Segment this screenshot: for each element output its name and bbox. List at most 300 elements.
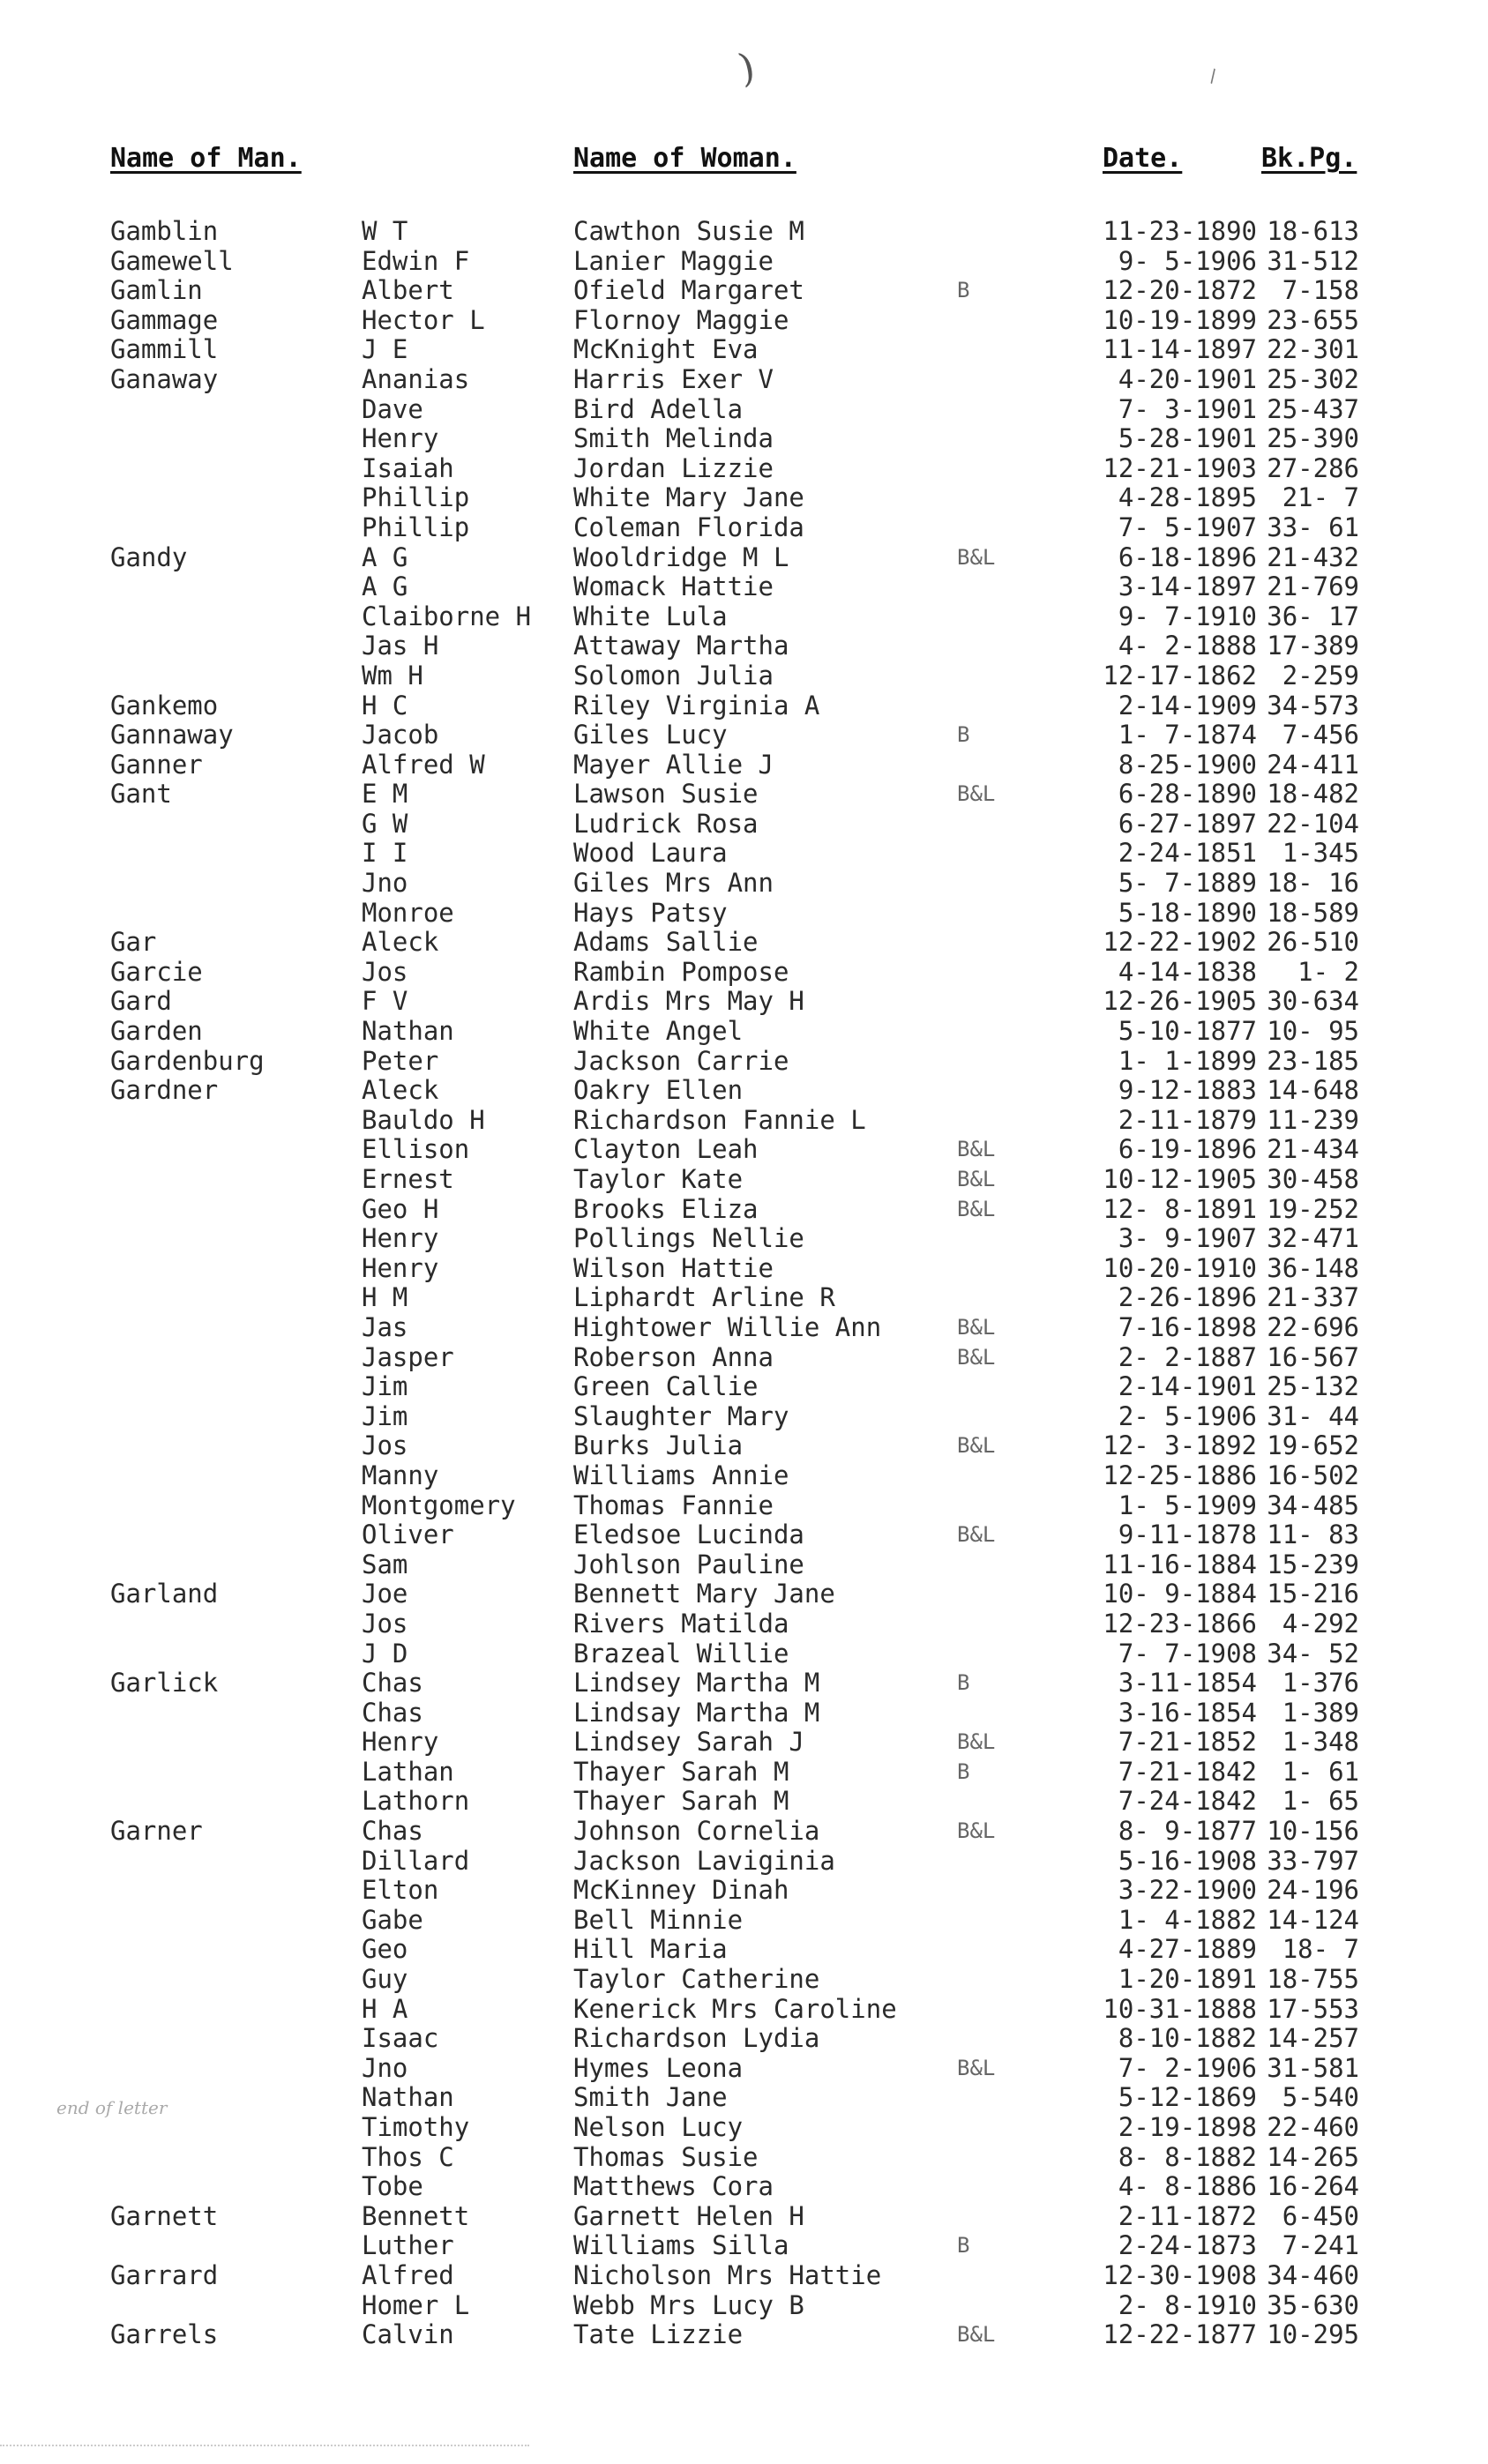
woman-name: Jordan Lizzie bbox=[573, 453, 774, 483]
woman-name: Ofield Margaret bbox=[573, 276, 804, 306]
woman-name: Roberson Anna bbox=[573, 1342, 774, 1372]
book-page: 31-512 bbox=[1267, 246, 1359, 276]
record-row bbox=[0, 543, 1488, 573]
record-row bbox=[0, 1491, 1488, 1521]
record-row bbox=[0, 1995, 1488, 2025]
woman-name: Brooks Eliza bbox=[573, 1194, 759, 1224]
marriage-date: 12-21-1903 bbox=[1103, 453, 1257, 483]
man-surname: Garrard bbox=[110, 2260, 219, 2290]
marriage-date: 8- 8-1882 bbox=[1118, 2142, 1257, 2172]
record-row bbox=[0, 276, 1488, 306]
book-page: 22-696 bbox=[1267, 1312, 1359, 1342]
woman-name: Eledsoe Lucinda bbox=[573, 1520, 804, 1550]
woman-name: Lanier Maggie bbox=[573, 246, 774, 276]
marriage-date: 7- 7-1908 bbox=[1118, 1639, 1257, 1669]
man-given-name: Geo bbox=[362, 1935, 408, 1965]
marriage-date: 4-20-1901 bbox=[1118, 364, 1257, 394]
woman-name: Garnett Helen H bbox=[573, 2201, 804, 2231]
book-page: 25-132 bbox=[1267, 1372, 1359, 1402]
marriage-date: 11-14-1897 bbox=[1103, 335, 1257, 365]
marriage-date: 11-16-1884 bbox=[1103, 1549, 1257, 1579]
marriage-date: 5-28-1901 bbox=[1118, 424, 1257, 454]
man-given-name: Homer L bbox=[362, 2290, 470, 2320]
man-given-name: Monroe bbox=[362, 898, 454, 928]
man-given-name: Jos bbox=[362, 957, 408, 987]
record-row bbox=[0, 2083, 1488, 2113]
man-given-name: Ellison bbox=[362, 1135, 470, 1165]
record-row bbox=[0, 1106, 1488, 1136]
woman-name: Thomas Fannie bbox=[573, 1490, 774, 1520]
book-page: 35-630 bbox=[1267, 2290, 1359, 2320]
record-row bbox=[0, 2024, 1488, 2054]
woman-name: Clayton Leah bbox=[573, 1135, 759, 1165]
marriage-date: 3-11-1854 bbox=[1118, 1669, 1257, 1699]
corner-mark: ∖ bbox=[1201, 63, 1223, 88]
book-page: 18-589 bbox=[1267, 898, 1359, 928]
book-page: 10-156 bbox=[1267, 1817, 1359, 1847]
book-page: 1- 61 bbox=[1282, 1757, 1359, 1787]
record-row bbox=[0, 1135, 1488, 1165]
record-code: B&L bbox=[957, 2055, 996, 2080]
book-page: 6-450 bbox=[1282, 2201, 1359, 2231]
record-code: B&L bbox=[957, 2322, 996, 2348]
record-row bbox=[0, 454, 1488, 484]
woman-name: Wooldridge M L bbox=[573, 542, 789, 572]
woman-name: Mayer Allie J bbox=[573, 750, 774, 780]
marriage-date: 5-16-1908 bbox=[1118, 1846, 1257, 1876]
man-given-name: Bauldo H bbox=[362, 1105, 485, 1135]
man-given-name: Henry bbox=[362, 424, 439, 454]
record-row bbox=[0, 1402, 1488, 1432]
woman-name: Wood Laura bbox=[573, 839, 728, 869]
man-given-name: Chas bbox=[362, 1817, 423, 1847]
book-page: 27-286 bbox=[1267, 453, 1359, 483]
woman-name: Johnson Cornelia bbox=[573, 1817, 820, 1847]
marriage-date: 6-19-1896 bbox=[1118, 1135, 1257, 1165]
book-page: 11- 83 bbox=[1267, 1520, 1359, 1550]
header-name-of-man: Name of Man. bbox=[110, 143, 302, 174]
book-page: 31-581 bbox=[1267, 2053, 1359, 2083]
book-page: 10- 95 bbox=[1267, 1017, 1359, 1047]
book-page: 25-390 bbox=[1267, 424, 1359, 454]
man-given-name: A G bbox=[362, 572, 408, 602]
header-book-page: Bk.Pg. bbox=[1261, 143, 1357, 174]
book-page: 34-485 bbox=[1267, 1490, 1359, 1520]
marriage-date: 10-31-1888 bbox=[1103, 1994, 1257, 2024]
marriage-date: 4-27-1889 bbox=[1118, 1935, 1257, 1965]
man-given-name: Joe bbox=[362, 1579, 408, 1609]
record-code: B&L bbox=[957, 1818, 996, 1844]
marriage-date: 12-23-1866 bbox=[1103, 1609, 1257, 1639]
book-page: 22-301 bbox=[1267, 335, 1359, 365]
record-row bbox=[0, 1224, 1488, 1254]
record-row bbox=[0, 1017, 1488, 1047]
book-page: 25-302 bbox=[1267, 364, 1359, 394]
man-given-name: Jas H bbox=[362, 631, 439, 661]
record-row bbox=[0, 1431, 1488, 1461]
marriage-date: 2-24-1851 bbox=[1118, 839, 1257, 869]
man-given-name: Henry bbox=[362, 1728, 439, 1758]
record-code: B&L bbox=[957, 1314, 996, 1340]
woman-name: Smith Melinda bbox=[573, 424, 774, 454]
man-given-name: Ananias bbox=[362, 364, 470, 394]
marriage-date: 10-12-1905 bbox=[1103, 1165, 1257, 1194]
woman-name: Williams Silla bbox=[573, 2231, 789, 2261]
woman-name: Cawthon Susie M bbox=[573, 217, 804, 246]
record-row bbox=[0, 424, 1488, 454]
woman-name: Adams Sallie bbox=[573, 928, 759, 958]
man-given-name: G W bbox=[362, 809, 408, 839]
man-given-name: Lathorn bbox=[362, 1787, 470, 1817]
woman-name: Giles Mrs Ann bbox=[573, 869, 774, 899]
record-row bbox=[0, 2143, 1488, 2173]
man-given-name: Oliver bbox=[362, 1520, 454, 1550]
book-page: 33-797 bbox=[1267, 1846, 1359, 1876]
record-code: B&L bbox=[957, 1137, 996, 1162]
woman-name: Hymes Leona bbox=[573, 2053, 744, 2083]
man-surname: Gard bbox=[110, 987, 172, 1017]
woman-name: Taylor Kate bbox=[573, 1165, 744, 1194]
woman-name: Richardson Lydia bbox=[573, 2024, 820, 2054]
book-page: 18- 16 bbox=[1267, 869, 1359, 899]
woman-name: Harris Exer V bbox=[573, 364, 774, 394]
record-row bbox=[0, 1550, 1488, 1580]
marriage-records-list bbox=[0, 217, 1488, 2350]
man-given-name: Nathan bbox=[362, 1017, 454, 1047]
record-code: B&L bbox=[957, 1167, 996, 1191]
book-page: 15-216 bbox=[1267, 1579, 1359, 1609]
record-row bbox=[0, 958, 1488, 988]
man-surname: Garden bbox=[110, 1017, 203, 1047]
book-page: 18-613 bbox=[1267, 217, 1359, 246]
man-given-name: Nathan bbox=[362, 2083, 454, 2113]
book-page: 19-252 bbox=[1267, 1194, 1359, 1224]
woman-name: Hill Maria bbox=[573, 1935, 728, 1965]
marriage-date: 2-19-1898 bbox=[1118, 2113, 1257, 2142]
book-page: 21-432 bbox=[1267, 542, 1359, 572]
marriage-date: 12-30-1908 bbox=[1103, 2260, 1257, 2290]
man-given-name: Calvin bbox=[362, 2320, 454, 2350]
record-row bbox=[0, 721, 1488, 750]
marriage-date: 2-26-1896 bbox=[1118, 1283, 1257, 1313]
marriage-date: 12- 3-1892 bbox=[1103, 1431, 1257, 1461]
man-given-name: Dave bbox=[362, 394, 423, 424]
woman-name: Riley Virginia A bbox=[573, 691, 820, 721]
man-surname: Garlick bbox=[110, 1669, 219, 1699]
marriage-date: 2-11-1879 bbox=[1118, 1105, 1257, 1135]
record-code: B&L bbox=[957, 1729, 996, 1755]
man-given-name: Lathan bbox=[362, 1757, 454, 1787]
woman-name: Bennett Mary Jane bbox=[573, 1579, 835, 1609]
woman-name: Oakry Ellen bbox=[573, 1076, 744, 1106]
man-surname: Gamblin bbox=[110, 217, 219, 246]
man-given-name: Claiborne H bbox=[362, 601, 532, 631]
marriage-date: 3-14-1897 bbox=[1118, 572, 1257, 602]
book-page: 7-456 bbox=[1282, 721, 1359, 750]
record-row bbox=[0, 987, 1488, 1017]
man-surname: Ganaway bbox=[110, 364, 219, 394]
book-page: 36- 17 bbox=[1267, 601, 1359, 631]
record-row bbox=[0, 1847, 1488, 1877]
marriage-date: 3- 9-1907 bbox=[1118, 1224, 1257, 1254]
woman-name: Thayer Sarah M bbox=[573, 1787, 789, 1817]
man-surname: Gardenburg bbox=[110, 1046, 265, 1076]
marriage-date: 10-19-1899 bbox=[1103, 305, 1257, 335]
man-given-name: A G bbox=[362, 542, 408, 572]
marriage-date: 10-20-1910 bbox=[1103, 1253, 1257, 1283]
marriage-date: 2- 8-1910 bbox=[1118, 2290, 1257, 2320]
man-given-name: Luther bbox=[362, 2231, 454, 2261]
marriage-date: 5-10-1877 bbox=[1118, 1017, 1257, 1047]
man-given-name: Jim bbox=[362, 1401, 408, 1431]
record-row bbox=[0, 899, 1488, 929]
marriage-date: 2-14-1909 bbox=[1118, 691, 1257, 721]
man-given-name: H A bbox=[362, 1994, 408, 2024]
record-row bbox=[0, 1935, 1488, 1965]
man-given-name: Thos C bbox=[362, 2142, 454, 2172]
book-page: 1- 2 bbox=[1297, 957, 1359, 987]
record-row bbox=[0, 1699, 1488, 1729]
record-row bbox=[0, 1906, 1488, 1936]
record-code: B&L bbox=[957, 1344, 996, 1370]
woman-name: Tate Lizzie bbox=[573, 2320, 744, 2350]
marriage-date: 4- 8-1886 bbox=[1118, 2172, 1257, 2202]
marriage-date: 6-28-1890 bbox=[1118, 780, 1257, 810]
woman-name: Rambin Pompose bbox=[573, 957, 789, 987]
page-mark: ) bbox=[734, 44, 759, 93]
book-page: 10-295 bbox=[1267, 2320, 1359, 2350]
book-page: 4-292 bbox=[1282, 1609, 1359, 1639]
book-page: 21- 7 bbox=[1282, 483, 1359, 513]
man-given-name: Sam bbox=[362, 1549, 408, 1579]
book-page: 11-239 bbox=[1267, 1105, 1359, 1135]
book-page: 19-652 bbox=[1267, 1431, 1359, 1461]
woman-name: Williams Annie bbox=[573, 1460, 789, 1490]
record-row bbox=[0, 1283, 1488, 1313]
marriage-date: 9-11-1878 bbox=[1118, 1520, 1257, 1550]
man-given-name: Jacob bbox=[362, 721, 439, 750]
marriage-date: 4- 2-1888 bbox=[1118, 631, 1257, 661]
record-code: B&L bbox=[957, 1196, 996, 1221]
record-code: B&L bbox=[957, 544, 996, 570]
marriage-date: 10- 9-1884 bbox=[1103, 1579, 1257, 1609]
record-code: B&L bbox=[957, 1433, 996, 1459]
record-row bbox=[0, 1876, 1488, 1906]
record-code: B bbox=[957, 722, 970, 748]
woman-name: White Angel bbox=[573, 1017, 744, 1047]
woman-name: Lindsey Sarah J bbox=[573, 1728, 804, 1758]
record-row bbox=[0, 691, 1488, 721]
woman-name: Womack Hattie bbox=[573, 572, 774, 602]
book-page: 24-196 bbox=[1267, 1876, 1359, 1906]
record-row bbox=[0, 1817, 1488, 1847]
woman-name: Burks Julia bbox=[573, 1431, 744, 1461]
man-given-name: H M bbox=[362, 1283, 408, 1313]
woman-name: Kenerick Mrs Caroline bbox=[573, 1994, 897, 2024]
book-page: 26-510 bbox=[1267, 928, 1359, 958]
man-given-name: H C bbox=[362, 691, 408, 721]
marriage-date: 1-20-1891 bbox=[1118, 1965, 1257, 1995]
woman-name: Green Callie bbox=[573, 1372, 759, 1402]
book-page: 1-389 bbox=[1282, 1698, 1359, 1728]
book-page: 15-239 bbox=[1267, 1549, 1359, 1579]
man-given-name: Phillip bbox=[362, 512, 470, 542]
man-given-name: Albert bbox=[362, 276, 454, 306]
man-surname: Gamlin bbox=[110, 276, 203, 306]
man-given-name: Timothy bbox=[362, 2113, 470, 2142]
marriage-date: 8-25-1900 bbox=[1118, 750, 1257, 780]
man-given-name: J D bbox=[362, 1639, 408, 1669]
record-row bbox=[0, 2202, 1488, 2232]
margin-note: end of letter bbox=[56, 2097, 168, 2118]
man-given-name: W T bbox=[362, 217, 408, 246]
marriage-date: 5- 7-1889 bbox=[1118, 869, 1257, 899]
book-page: 14-257 bbox=[1267, 2024, 1359, 2054]
man-given-name: Jos bbox=[362, 1609, 408, 1639]
man-given-name: Jas bbox=[362, 1312, 408, 1342]
book-page: 21-769 bbox=[1267, 572, 1359, 602]
man-given-name: Phillip bbox=[362, 483, 470, 513]
marriage-date: 7-24-1842 bbox=[1118, 1787, 1257, 1817]
record-row bbox=[0, 572, 1488, 602]
record-row bbox=[0, 2320, 1488, 2350]
man-given-name: Geo H bbox=[362, 1194, 439, 1224]
woman-name: Jackson Laviginia bbox=[573, 1846, 835, 1876]
book-page: 16-567 bbox=[1267, 1342, 1359, 1372]
man-given-name: Bennett bbox=[362, 2201, 470, 2231]
man-given-name: Chas bbox=[362, 1698, 423, 1728]
book-page: 16-264 bbox=[1267, 2172, 1359, 2202]
woman-name: Bird Adella bbox=[573, 394, 744, 424]
book-page: 5-540 bbox=[1282, 2083, 1359, 2113]
marriage-date: 7- 2-1906 bbox=[1118, 2053, 1257, 2083]
man-given-name: Dillard bbox=[362, 1846, 470, 1876]
woman-name: Taylor Catherine bbox=[573, 1965, 820, 1995]
man-surname: Gannaway bbox=[110, 721, 234, 750]
record-code: B&L bbox=[957, 1522, 996, 1548]
marriage-date: 9- 7-1910 bbox=[1118, 601, 1257, 631]
man-given-name: Wm H bbox=[362, 661, 423, 691]
man-given-name: Henry bbox=[362, 1224, 439, 1254]
man-surname: Garner bbox=[110, 1817, 203, 1847]
record-row bbox=[0, 631, 1488, 661]
marriage-date: 12-22-1902 bbox=[1103, 928, 1257, 958]
marriage-date: 8- 9-1877 bbox=[1118, 1817, 1257, 1847]
marriage-date: 12- 8-1891 bbox=[1103, 1194, 1257, 1224]
marriage-date: 4-14-1838 bbox=[1118, 957, 1257, 987]
man-surname: Garrels bbox=[110, 2320, 219, 2350]
woman-name: Hightower Willie Ann bbox=[573, 1312, 882, 1342]
book-page: 25-437 bbox=[1267, 394, 1359, 424]
woman-name: Lindsay Martha M bbox=[573, 1698, 820, 1728]
book-page: 17-389 bbox=[1267, 631, 1359, 661]
woman-name: Richardson Fannie L bbox=[573, 1105, 866, 1135]
marriage-date: 12-22-1877 bbox=[1103, 2320, 1257, 2350]
record-row bbox=[0, 306, 1488, 336]
book-page: 32-471 bbox=[1267, 1224, 1359, 1254]
man-given-name: Henry bbox=[362, 1253, 439, 1283]
man-given-name: Jno bbox=[362, 2053, 408, 2083]
woman-name: Attaway Martha bbox=[573, 631, 789, 661]
record-code: B bbox=[957, 1758, 970, 1784]
book-page: 34-573 bbox=[1267, 691, 1359, 721]
woman-name: Bell Minnie bbox=[573, 1905, 744, 1935]
man-given-name: Alfred W bbox=[362, 750, 485, 780]
marriage-date: 12-26-1905 bbox=[1103, 987, 1257, 1017]
woman-name: Hays Patsy bbox=[573, 898, 728, 928]
record-row bbox=[0, 2054, 1488, 2084]
record-row bbox=[0, 1965, 1488, 1995]
marriage-date: 3-16-1854 bbox=[1118, 1698, 1257, 1728]
marriage-date: 2-24-1873 bbox=[1118, 2231, 1257, 2261]
marriage-date: 5-18-1890 bbox=[1118, 898, 1257, 928]
record-row bbox=[0, 1787, 1488, 1817]
marriage-date: 2- 5-1906 bbox=[1118, 1401, 1257, 1431]
woman-name: Nelson Lucy bbox=[573, 2113, 744, 2142]
record-row bbox=[0, 2261, 1488, 2291]
book-page: 7-241 bbox=[1282, 2231, 1359, 2261]
woman-name: Solomon Julia bbox=[573, 661, 774, 691]
record-row bbox=[0, 602, 1488, 632]
book-page: 30-634 bbox=[1267, 987, 1359, 1017]
marriage-date: 1- 5-1909 bbox=[1118, 1490, 1257, 1520]
record-row bbox=[0, 1047, 1488, 1077]
man-surname: Gammill bbox=[110, 335, 219, 365]
man-given-name: Ernest bbox=[362, 1165, 454, 1194]
woman-name: Lindsey Martha M bbox=[573, 1669, 820, 1699]
record-row bbox=[0, 810, 1488, 840]
footer-mark bbox=[0, 2445, 529, 2452]
book-page: 30-458 bbox=[1267, 1165, 1359, 1194]
header-date: Date. bbox=[1103, 143, 1183, 174]
record-row bbox=[0, 1254, 1488, 1284]
book-page: 22-104 bbox=[1267, 809, 1359, 839]
man-given-name: Peter bbox=[362, 1046, 439, 1076]
marriage-date: 7- 3-1901 bbox=[1118, 394, 1257, 424]
book-page: 18- 7 bbox=[1282, 1935, 1359, 1965]
woman-name: Ardis Mrs May H bbox=[573, 987, 804, 1017]
record-row bbox=[0, 2172, 1488, 2202]
record-row bbox=[0, 1195, 1488, 1225]
book-page: 31- 44 bbox=[1267, 1401, 1359, 1431]
man-surname: Gankemo bbox=[110, 691, 219, 721]
marriage-date: 12-17-1862 bbox=[1103, 661, 1257, 691]
man-given-name: Jasper bbox=[362, 1342, 454, 1372]
marriage-date: 6-18-1896 bbox=[1118, 542, 1257, 572]
book-page: 7-158 bbox=[1282, 276, 1359, 306]
marriage-date: 12-20-1872 bbox=[1103, 276, 1257, 306]
record-code: B&L bbox=[957, 781, 996, 807]
man-given-name: E M bbox=[362, 780, 408, 810]
marriage-date: 5-12-1869 bbox=[1118, 2083, 1257, 2113]
record-row bbox=[0, 217, 1488, 247]
man-given-name: Isaiah bbox=[362, 453, 454, 483]
woman-name: White Lula bbox=[573, 601, 728, 631]
marriage-date: 4-28-1895 bbox=[1118, 483, 1257, 513]
marriage-date: 2-11-1872 bbox=[1118, 2201, 1257, 2231]
record-row bbox=[0, 869, 1488, 899]
record-row bbox=[0, 661, 1488, 691]
record-row bbox=[0, 335, 1488, 365]
man-given-name: Gabe bbox=[362, 1905, 423, 1935]
man-surname: Gardner bbox=[110, 1076, 219, 1106]
man-given-name: J E bbox=[362, 335, 408, 365]
marriage-date: 1- 7-1874 bbox=[1118, 721, 1257, 750]
record-row bbox=[0, 365, 1488, 395]
marriage-date: 8-10-1882 bbox=[1118, 2024, 1257, 2054]
marriage-date: 2- 2-1887 bbox=[1118, 1342, 1257, 1372]
woman-name: Brazeal Willie bbox=[573, 1639, 789, 1669]
